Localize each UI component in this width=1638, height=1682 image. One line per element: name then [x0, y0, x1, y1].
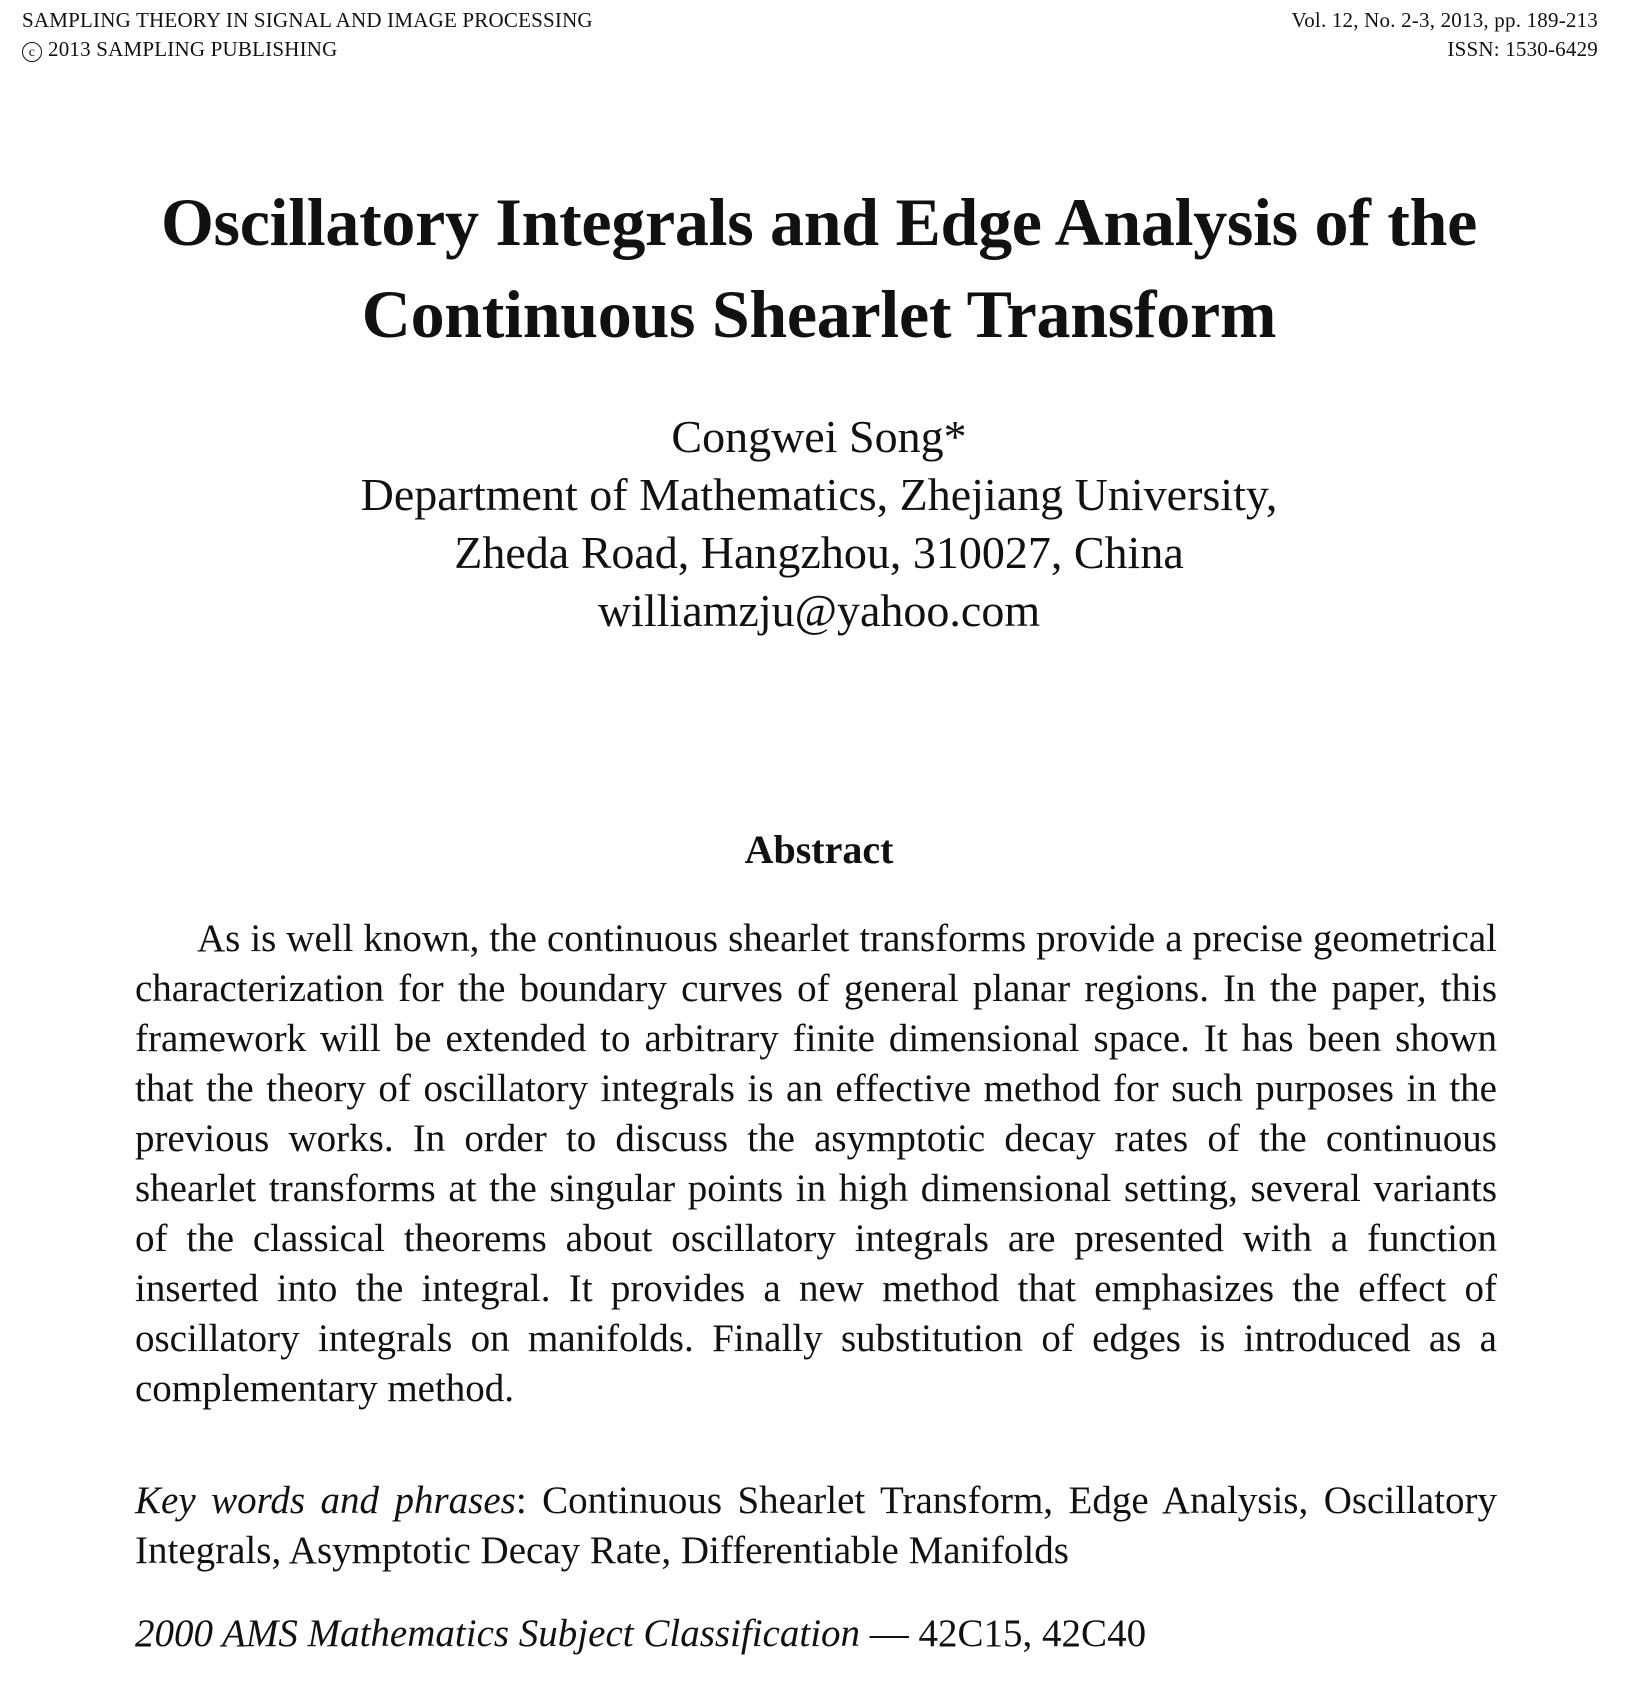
keywords-text: Continuous Shearlet Transform, Edge Analysis, Oscillatory Integrals, Asymptotic Decay Rate, Differentiable Manifolds: [135, 1479, 1497, 1572]
ams-label: 2000 AMS Mathematics Subject Classification: [135, 1612, 861, 1655]
affiliation-line-1: Department of Mathematics, Zhejiang University,: [360, 469, 1278, 520]
author-email: williamzju@yahoo.com: [597, 585, 1041, 636]
title-line-2: Continuous Shearlet Transform: [361, 276, 1277, 352]
affiliation-line-2: Zheda Road, Hangzhou, 310027, China: [454, 527, 1184, 578]
author-block: [0, 408, 1638, 640]
abstract-text: As is well known, the continuous shearlet transforms provide a precise geometrical characterization for the boundary curves of general planar regions. In the paper, this framework will be extended to arbitrary finite dimensional space. It has been shown that the theory of oscillatory integrals is an effective method for such purposes in the previous works. In order to discuss the asymptotic decay rates of the continuous shearlet transforms at the singular points in high dimensional setting, several variants of the classical theorems about oscillatory integrals are presented with a function inserted into the integral. It provides a new method that emphasizes the effect of oscillatory integrals on manifolds. Finally substitution of edges is introduced as a complementary method.: [135, 917, 1497, 1410]
copyright-line: [22, 35, 593, 64]
abstract-heading: Abstract: [744, 827, 894, 872]
volume-info: Vol. 12, No. 2-3, 2013, pp. 189-213: [1291, 8, 1598, 32]
title-line-1: Oscillatory Integrals and Edge Analysis of the: [160, 184, 1478, 260]
author-name: Congwei Song*: [671, 411, 967, 462]
copyright-icon: c: [22, 42, 42, 62]
keywords: [135, 1476, 1497, 1576]
keywords-label: Key words and phrases: [135, 1479, 516, 1522]
journal-header-right: [1292, 6, 1598, 64]
issn: ISSN: 1530-6429: [1447, 37, 1598, 61]
paper-title: [0, 176, 1638, 360]
ams-codes: 42C15, 42C40: [918, 1612, 1147, 1655]
copyright-text: 2013 SAMPLING PUBLISHING: [48, 37, 338, 61]
keywords-separator: :: [515, 1479, 543, 1522]
ams-classification: [135, 1609, 1497, 1659]
journal-header-left: [22, 6, 593, 64]
ams-separator: —: [860, 1612, 919, 1655]
journal-name: SAMPLING THEORY IN SIGNAL AND IMAGE PROCESSING: [22, 8, 593, 32]
